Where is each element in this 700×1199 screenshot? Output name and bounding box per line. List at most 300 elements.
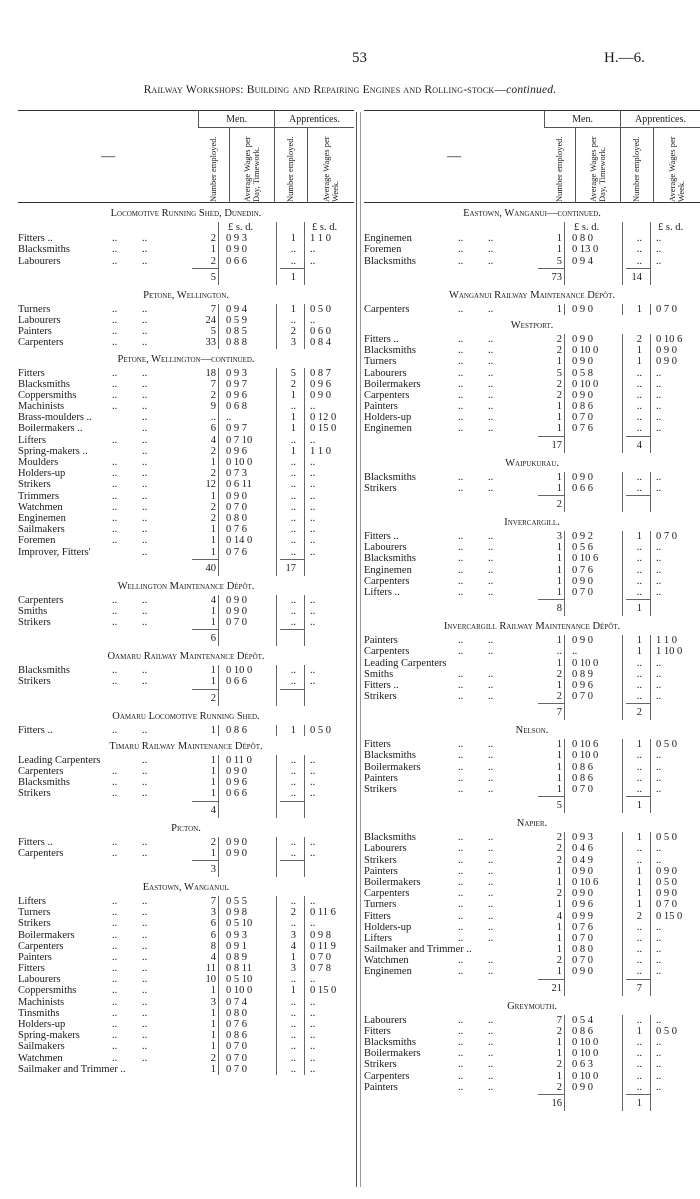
- apprentice-wages: 0 7 0: [310, 951, 331, 963]
- apprentice-number: ..: [290, 457, 296, 468]
- column-rule: [564, 832, 565, 996]
- leader-dots-1: ..: [458, 772, 464, 784]
- leader-dots-2: ..: [142, 233, 148, 245]
- leader-dots-2: ..: [488, 412, 494, 424]
- totals-row: [18, 800, 354, 818]
- apprentice-wages: 1 1 0: [310, 445, 331, 457]
- row-label: Coppersmiths: [18, 389, 77, 401]
- men-number: 2: [556, 333, 562, 345]
- leader-dots-2: ..: [488, 955, 494, 967]
- apprentice-wages: ..: [310, 1052, 316, 1064]
- apprentice-number: ..: [636, 575, 642, 587]
- apprentice-wages: ..: [656, 750, 662, 762]
- row-label: Painters: [364, 635, 398, 647]
- apprentice-number: ..: [636, 1037, 642, 1048]
- men-number: 1: [210, 524, 216, 536]
- apprentice-number: ..: [636, 668, 642, 680]
- apprentice-wages: ..: [310, 996, 316, 1008]
- apprentice-wages: ..: [310, 401, 316, 413]
- apprentice-wages: ..: [656, 244, 662, 256]
- men-wages: 0 10 0: [572, 657, 599, 669]
- apprentice-wages: 1 1 0: [656, 635, 677, 647]
- row-label: Boilermakers ..: [18, 423, 83, 435]
- totals-row: [18, 859, 354, 877]
- total-apprentices: 1: [290, 271, 296, 283]
- men-number: 1: [210, 985, 216, 997]
- men-wages: 0 9 2: [572, 531, 593, 542]
- page-reference: H.—6.: [604, 50, 645, 66]
- left-column: [18, 110, 354, 1075]
- leader-dots-1: ..: [112, 326, 118, 338]
- men-number: 2: [210, 233, 216, 245]
- row-label: Sailmakers: [18, 1041, 65, 1053]
- total-men: 2: [556, 499, 562, 510]
- apprentice-number: 2: [636, 333, 642, 345]
- apprentice-wages: ..: [656, 955, 662, 967]
- row-label: Labourers: [18, 255, 61, 267]
- header-c2: Average Wages per Day, Timework.: [587, 136, 607, 202]
- row-label: Enginemen: [364, 423, 412, 435]
- apprentice-number: 2: [636, 910, 642, 922]
- men-wages: 0 9 1: [226, 940, 247, 952]
- men-number: 1: [556, 657, 562, 669]
- apprentice-wages: ..: [310, 524, 316, 536]
- row-label: Painters: [364, 1081, 398, 1093]
- row-label: Strikers: [18, 918, 51, 930]
- men-wages: 0 9 0: [572, 966, 593, 978]
- leader-dots-2: ..: [142, 303, 148, 315]
- leader-dots-2: ..: [142, 985, 148, 997]
- apprentice-wages: 0 5 0: [656, 832, 677, 844]
- apprentice-number: ..: [290, 1030, 296, 1042]
- apprentice-number: ..: [290, 546, 296, 558]
- section: [18, 741, 354, 818]
- leader-dots-1: ..: [112, 1052, 118, 1064]
- men-wages: 0 8 9: [226, 951, 247, 963]
- apprentice-number: ..: [290, 594, 296, 606]
- apprentice-wages: ..: [656, 668, 662, 680]
- men-number: 1: [210, 1063, 216, 1075]
- apprentice-number: ..: [290, 665, 296, 677]
- men-wages: 0 7 0: [572, 586, 593, 598]
- column-rule: [218, 368, 219, 576]
- men-number: 2: [556, 1081, 562, 1093]
- apprentice-wages: ..: [310, 501, 316, 513]
- leader-dots-1: ..: [458, 761, 464, 773]
- apprentice-number: ..: [636, 482, 642, 494]
- men-number: 1: [556, 761, 562, 773]
- page-header: [0, 50, 700, 70]
- apprentice-wages: ..: [656, 367, 662, 379]
- row-label: Leading Carpenters: [18, 754, 101, 766]
- men-wages: 0 10 0: [572, 1070, 599, 1082]
- row-label: Sailmaker and Trimmer ..: [364, 944, 472, 956]
- leader-dots-2: ..: [142, 1007, 148, 1019]
- total-rule: [538, 979, 564, 980]
- section: [364, 458, 700, 512]
- men-number: 2: [556, 691, 562, 703]
- apprentice-wages: 0 7 0: [656, 531, 677, 542]
- men-wages: 0 5 6: [572, 542, 593, 554]
- row-label: Trimmers: [18, 490, 60, 502]
- leader-dots-2: ..: [488, 646, 494, 658]
- row-label: Holders-up: [364, 921, 412, 933]
- apprentice-number: 5: [290, 367, 296, 379]
- apprentice-wages: ..: [310, 434, 316, 446]
- apprentice-number: ..: [290, 314, 296, 326]
- total-rule: [280, 629, 304, 630]
- totals-row: [364, 267, 700, 285]
- men-wages: 0 6 6: [226, 255, 247, 267]
- row-label: Blacksmiths: [364, 1037, 416, 1048]
- men-wages: 0 8 6: [226, 1030, 247, 1042]
- men-wages: 0 8 6: [572, 1025, 593, 1037]
- row-label: Boilermakers: [364, 876, 421, 888]
- leader-dots-2: ..: [142, 788, 148, 800]
- men-number: 2: [210, 512, 216, 524]
- leader-dots-1: ..: [112, 617, 118, 629]
- leader-dots-2: ..: [142, 724, 148, 736]
- men-number: 1: [210, 605, 216, 617]
- leader-dots-1: ..: [112, 676, 118, 688]
- leader-dots-2: ..: [488, 575, 494, 587]
- header-dash: —: [101, 148, 116, 164]
- men-wages: 0 8 5: [226, 326, 247, 338]
- men-wages: 0 9 6: [572, 679, 593, 691]
- leader-dots-1: ..: [458, 966, 464, 978]
- column-rule: [276, 896, 277, 1075]
- leader-dots-1: ..: [458, 542, 464, 554]
- total-rule: [626, 599, 650, 600]
- section: [18, 651, 354, 705]
- row-label: Holders-up: [18, 1019, 66, 1030]
- header-c1: Number employed.: [554, 136, 565, 202]
- leader-dots-1: ..: [458, 679, 464, 691]
- section-title: Nelson.: [515, 725, 549, 737]
- leader-dots-2: ..: [488, 750, 494, 762]
- leader-dots-2: ..: [142, 676, 148, 688]
- men-wages: 0 11 0: [226, 754, 252, 766]
- men-wages: 0 9 3: [226, 929, 247, 941]
- leader-dots-1: ..: [458, 378, 464, 390]
- apprentice-wages: ..: [310, 605, 316, 617]
- total-rule: [280, 801, 304, 802]
- row-label: Labourers: [364, 843, 407, 855]
- header-dash: —: [447, 148, 462, 164]
- row-label: Labourers: [364, 367, 407, 379]
- leader-dots-1: ..: [458, 1048, 464, 1060]
- apprentice-number: ..: [636, 1048, 642, 1060]
- leader-dots-1: ..: [458, 1059, 464, 1071]
- apprentice-number: ..: [290, 244, 296, 256]
- men-wages: 0 4 6: [572, 843, 593, 855]
- men-number: 1: [556, 944, 562, 956]
- leader-dots-2: ..: [142, 524, 148, 536]
- leader-dots-2: ..: [488, 564, 494, 576]
- men-number: 11: [205, 963, 216, 975]
- leader-dots-2: ..: [488, 888, 494, 900]
- header-men: Men.: [545, 111, 621, 128]
- column-rule: [564, 304, 565, 315]
- totals-row: [364, 1093, 700, 1111]
- section: [364, 517, 700, 616]
- men-wages: 0 9 7: [226, 423, 247, 435]
- leader-dots-1: ..: [112, 605, 118, 617]
- men-number: 5: [556, 367, 562, 379]
- apprentice-wages: ..: [656, 932, 662, 944]
- section: [18, 823, 354, 877]
- leader-dots-1: ..: [112, 479, 118, 491]
- row-label: Labourers: [364, 542, 407, 554]
- men-number: 2: [556, 1025, 562, 1037]
- leader-dots-2: ..: [142, 501, 148, 513]
- leader-dots-2: ..: [142, 996, 148, 1008]
- header-c3: Number employed.: [285, 136, 296, 202]
- row-label: Brass-moulders ..: [18, 412, 92, 424]
- apprentice-wages: ..: [656, 772, 662, 784]
- column-rule: [304, 725, 305, 736]
- men-wages: 0 9 0: [572, 575, 593, 587]
- total-apprentices: 7: [636, 982, 642, 994]
- row-label: Holders-up: [18, 468, 66, 480]
- men-number: 12: [205, 479, 216, 491]
- leader-dots-2: ..: [142, 512, 148, 524]
- totals-row: [364, 494, 700, 512]
- apprentice-number: ..: [290, 1007, 296, 1019]
- leader-dots-1: ..: [112, 951, 118, 963]
- total-men: 40: [205, 562, 216, 574]
- section: [364, 621, 700, 720]
- leader-dots-1: ..: [112, 401, 118, 413]
- row-label: Smiths: [364, 668, 394, 680]
- section-title: Oamaru Locomotive Running Shed.: [112, 710, 260, 722]
- total-men: 3: [210, 863, 216, 875]
- men-number: 1: [210, 490, 216, 502]
- men-number: 2: [556, 888, 562, 900]
- section-title: Waipukurau.: [505, 457, 559, 469]
- apprentice-number: 1: [290, 951, 296, 963]
- men-wages: 0 7 0: [226, 1052, 247, 1064]
- totals-row: [18, 628, 354, 646]
- leader-dots-1: ..: [112, 314, 118, 326]
- men-wages: ..: [226, 412, 232, 424]
- men-wages: 0 6 6: [226, 676, 247, 688]
- leader-dots-1: ..: [112, 929, 118, 941]
- apprentice-wages: 0 5 0: [656, 1025, 677, 1037]
- apprentice-wages: ..: [310, 479, 316, 491]
- men-number: 1: [556, 635, 562, 647]
- section: [364, 725, 700, 813]
- section: [364, 1001, 700, 1111]
- men-wages: 0 4 9: [572, 854, 593, 866]
- men-wages: 0 9 3: [226, 367, 247, 379]
- total-rule: [280, 860, 304, 861]
- header-men: Men.: [199, 111, 275, 128]
- leader-dots-2: ..: [488, 1059, 494, 1071]
- men-wages: 0 6 11: [226, 479, 252, 491]
- row-label: Blacksmiths: [18, 665, 70, 677]
- header-c4: Average Wages per Week.: [320, 136, 340, 202]
- apprentice-wages: ..: [310, 766, 316, 777]
- leader-dots-1: ..: [112, 594, 118, 606]
- men-wages: ..: [572, 646, 578, 658]
- apprentice-number: ..: [290, 777, 296, 789]
- leader-dots-2: ..: [488, 482, 494, 494]
- row-label: Spring-makers: [18, 1030, 80, 1042]
- leader-dots-1: ..: [112, 1030, 118, 1042]
- apprentice-number: ..: [290, 617, 296, 629]
- apprentice-wages: ..: [656, 1070, 662, 1082]
- leader-dots-1: ..: [458, 750, 464, 762]
- men-wages: 0 5 10: [226, 918, 253, 930]
- leader-dots-2: ..: [488, 1014, 494, 1026]
- row-label: Carpenters: [18, 766, 64, 777]
- men-number: 1: [556, 750, 562, 762]
- leader-dots-2: ..: [142, 1019, 148, 1030]
- leader-dots-2: ..: [142, 546, 148, 558]
- apprentice-number: ..: [636, 784, 642, 795]
- section-title: Wellington Maintenance Dépôt.: [117, 580, 255, 592]
- leader-dots-2: ..: [488, 423, 494, 435]
- men-number: 1: [556, 739, 562, 751]
- men-number: 2: [210, 501, 216, 513]
- leader-dots-2: ..: [488, 854, 494, 866]
- men-number: 1: [556, 303, 562, 315]
- men-wages: 0 9 0: [226, 594, 247, 606]
- apprentice-number: 1: [290, 233, 296, 245]
- men-number: 1: [210, 665, 216, 677]
- apprentice-number: ..: [636, 423, 642, 435]
- page-title: [0, 84, 700, 96]
- men-number: 1: [556, 1048, 562, 1060]
- apprentice-wages: ..: [656, 843, 662, 855]
- men-number: 18: [205, 367, 216, 379]
- apprentice-number: ..: [636, 1059, 642, 1071]
- apprentice-wages: 0 9 0: [656, 888, 677, 900]
- apprentice-wages: ..: [310, 1030, 316, 1042]
- apprentice-wages: ..: [656, 1059, 662, 1071]
- row-label: Fitters ..: [364, 679, 399, 691]
- leader-dots-1: ..: [112, 895, 118, 907]
- apprentice-number: ..: [636, 244, 642, 256]
- apprentice-number: ..: [636, 932, 642, 944]
- apprentice-number: ..: [290, 1041, 296, 1053]
- leader-dots-2: ..: [142, 777, 148, 789]
- men-wages: 0 8 6: [572, 761, 593, 773]
- leader-dots-1: ..: [112, 378, 118, 390]
- row-label: Labourers: [18, 314, 61, 326]
- leader-dots-1: ..: [112, 512, 118, 524]
- leader-dots-1: ..: [458, 910, 464, 922]
- row-label: Sailmakers: [18, 524, 65, 536]
- total-rule: [280, 559, 304, 560]
- leader-dots-1: ..: [458, 739, 464, 751]
- apprentice-wages: ..: [310, 754, 316, 766]
- leader-dots-1: ..: [112, 963, 118, 975]
- row-label: Blacksmiths: [364, 553, 416, 565]
- title-continued: continued.: [506, 84, 557, 96]
- men-number: 1: [210, 244, 216, 256]
- apprentice-number: ..: [636, 542, 642, 554]
- leader-dots-1: ..: [458, 423, 464, 435]
- men-wages: 0 9 0: [572, 333, 593, 345]
- apprentice-number: 1: [636, 356, 642, 368]
- apprentice-wages: ..: [310, 847, 316, 859]
- men-number: 1: [556, 876, 562, 888]
- men-number: 1: [556, 356, 562, 368]
- men-number: 1: [556, 575, 562, 587]
- apprentice-wages: 0 5 0: [656, 876, 677, 888]
- total-men: 6: [210, 633, 216, 645]
- column-rule: [276, 304, 277, 349]
- total-rule: [538, 1094, 564, 1095]
- apprentice-number: ..: [636, 691, 642, 703]
- total-rule: [280, 268, 304, 269]
- apprentice-number: ..: [290, 996, 296, 1008]
- leader-dots-2: ..: [488, 233, 494, 245]
- apprentice-wages: ..: [656, 553, 662, 565]
- leader-dots-1: ..: [112, 303, 118, 315]
- total-apprentices: 1: [636, 1097, 642, 1109]
- apprentice-number: ..: [636, 921, 642, 933]
- apprentice-wages: 0 7 0: [656, 899, 677, 911]
- leader-dots-2: ..: [488, 553, 494, 565]
- men-number: 1: [556, 482, 562, 494]
- apprentice-number: 3: [290, 929, 296, 941]
- apprentice-number: ..: [290, 255, 296, 267]
- total-men: 8: [556, 603, 562, 615]
- total-men: 21: [551, 982, 562, 994]
- men-number: 3: [210, 996, 216, 1008]
- apprentice-number: ..: [636, 679, 642, 691]
- row-label: Painters: [18, 951, 52, 963]
- apprentice-number: ..: [290, 535, 296, 547]
- apprentice-wages: ..: [310, 490, 316, 502]
- leader-dots-1: ..: [458, 401, 464, 413]
- men-wages: 0 10 0: [226, 457, 253, 468]
- leader-dots-2: ..: [142, 468, 148, 480]
- leader-dots-2: ..: [142, 907, 148, 919]
- men-number: 1: [556, 542, 562, 554]
- apprentice-wages: 1 1 0: [310, 233, 331, 245]
- men-number: 1: [556, 1070, 562, 1082]
- total-apprentices: 4: [636, 439, 642, 451]
- apprentice-wages: ..: [310, 468, 316, 480]
- men-wages: 0 6 6: [226, 788, 247, 800]
- men-wages: 0 6 6: [572, 482, 593, 494]
- header-apprentices: Apprentices.: [620, 111, 700, 128]
- men-wages: 0 9 0: [572, 635, 593, 647]
- apprentice-number: 1: [636, 876, 642, 888]
- men-number: 3: [556, 531, 562, 542]
- men-number: 1: [556, 412, 562, 424]
- men-wages: 0 9 0: [572, 471, 593, 483]
- row-label: Strikers: [364, 854, 397, 866]
- men-number: 2: [556, 843, 562, 855]
- leader-dots-1: ..: [458, 1081, 464, 1093]
- row-label: Blacksmiths: [364, 255, 416, 267]
- row-label: Coppersmiths: [18, 985, 77, 997]
- leader-dots-1: ..: [112, 974, 118, 986]
- apprentice-number: ..: [290, 918, 296, 930]
- men-number: 1: [556, 401, 562, 413]
- men-number: 1: [556, 564, 562, 576]
- leader-dots-2: ..: [488, 761, 494, 773]
- row-label: Fitters ..: [18, 724, 53, 736]
- header-c2: Average Wages per Day, Timework.: [241, 136, 261, 202]
- leader-dots-2: ..: [142, 326, 148, 338]
- apprentice-wages: ..: [310, 457, 316, 468]
